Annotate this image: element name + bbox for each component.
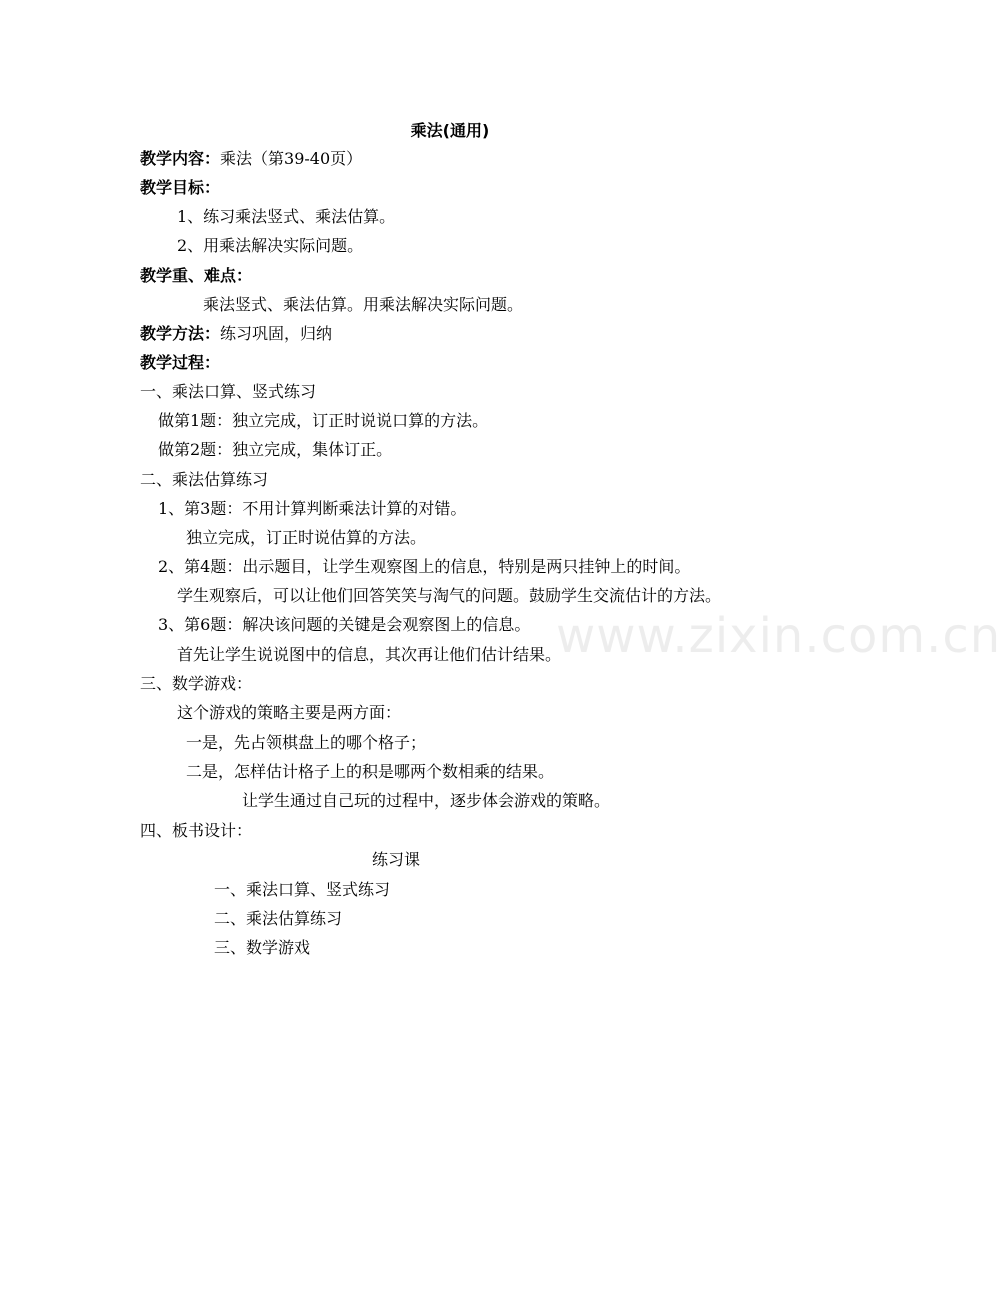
objective-item: 2、用乘法解决实际问题。 <box>177 236 364 255</box>
key-points-text: 乘法竖式、乘法估算。用乘法解决实际问题。 <box>203 295 524 314</box>
section2-line: 首先让学生说说图中的信息，其次再让他们估计结果。 <box>177 645 562 664</box>
watermark: www.zixin.com.cn <box>556 608 1001 664</box>
board-title: 练习课 <box>372 850 421 869</box>
section2-line: 2、第4题：出示题目，让学生观察图上的信息，特别是两只挂钟上的时间。 <box>158 557 691 576</box>
content-label: 教学内容： <box>140 149 221 168</box>
objective-item: 1、练习乘法竖式、乘法估算。 <box>177 207 396 226</box>
section3-line: 让学生通过自己玩的过程中，逐步体会游戏的策略。 <box>242 791 611 810</box>
section1-line: 做第2题：独立完成，集体订正。 <box>158 440 393 459</box>
board-item: 二、乘法估算练习 <box>214 909 343 928</box>
section2-line: 学生观察后，可以让他们回答笑笑与淘气的问题。鼓励学生交流估计的方法。 <box>177 586 722 605</box>
method-value: 练习巩固，归纳 <box>220 324 333 343</box>
board-item: 三、数学游戏 <box>214 938 311 957</box>
section1-line: 做第1题：独立完成，订正时说说口算的方法。 <box>158 411 489 430</box>
document-title: 乘法(通用) <box>410 121 490 140</box>
key-points-label: 教学重、难点： <box>140 266 253 285</box>
content-value: 乘法（第39-40页） <box>220 149 363 168</box>
section2-line: 3、第6题：解决该问题的关键是会观察图上的信息。 <box>158 615 531 634</box>
process-label: 教学过程： <box>140 353 221 372</box>
section3-line: 一是，先占领棋盘上的哪个格子； <box>186 733 427 752</box>
section3-line: 这个游戏的策略主要是两方面： <box>177 703 402 722</box>
section3-heading: 三、数学游戏： <box>140 674 253 693</box>
content-line <box>140 149 362 169</box>
section3-line: 二是，怎样估计格子上的积是哪两个数相乘的结果。 <box>186 762 555 781</box>
section2-heading: 二、乘法估算练习 <box>140 470 269 489</box>
objectives-label: 教学目标： <box>140 178 221 197</box>
board-item: 一、乘法口算、竖式练习 <box>214 880 391 899</box>
method-label: 教学方法： <box>140 324 221 343</box>
section1-heading: 一、乘法口算、竖式练习 <box>140 382 317 401</box>
section2-line: 1、第3题：不用计算判断乘法计算的对错。 <box>158 499 467 518</box>
method-line <box>140 324 332 344</box>
section2-line: 独立完成，订正时说估算的方法。 <box>186 528 427 547</box>
section4-heading: 四、板书设计： <box>140 821 253 840</box>
